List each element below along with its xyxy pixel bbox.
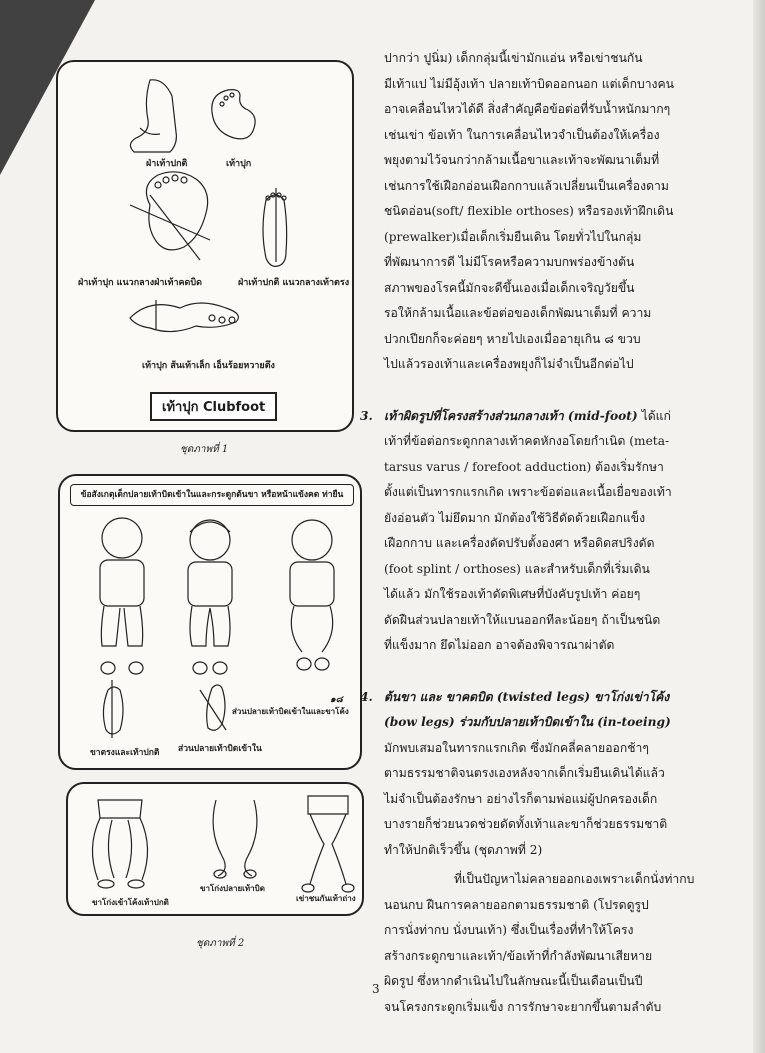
intro-line: ที่พัฒนาการดี ไม่มีโรคหรือความบกพร่องข้างต้น [384,255,635,269]
list-line: (foot splint / orthoses) และสำหรับเด็กที่เริ่มเดิน [384,561,650,576]
list-line: ทำให้ปกติเร็วขึ้น (ชุดภาพที่ 2) [384,842,543,857]
label-normal-midline: ฝ่าเท้าปกติ แนวกลางเท้าตรง [238,278,350,288]
intro-line: มีเท้าแป ไม่มีอุ้งเท้า ปลายเท้าบิดออกนอก แต่เด็กบางคน [384,76,674,91]
label-clubfoot-midline: ฝ่าเท้าปุก แนวกลางฝ่าเท้าคดบิด [78,278,202,288]
list-line: tarsus varus / forefoot adduction) ต้องเริ่มรักษา [384,459,664,474]
list-line: เท้าที่ข้อต่อกระดูกกลางเท้าคดหักงอโดยกำเนิด (meta- [384,434,670,448]
list-line: ตามธรรมชาติจนตรงเองหลังจากเด็กเริ่มยืนเดินได้แล้ว [384,766,665,780]
closing-line: สร้างกระดูกขาและเท้า/ข้อเท้าที่กำลังพัฒนาเสียหาย [384,948,653,963]
intro-line: เช่นเข่า ข้อเท้า ในการเคลื่อนไหวจำเป็นต้องให้เครื่อง [384,127,660,142]
label-toe-in: ส่วนปลายเท้าบิดเข้าใน [178,744,262,754]
closing-paragraph [384,867,695,1020]
intro-line: ปากว่า ปูนิ่ม) เด็กกลุ่มนี้เข่ามักแอ่น หรือเข่าชนกัน [384,51,643,65]
list-line: ตั้งแต่เป็นทารกแรกเกิด เพราะข้อต่อและเนื้อเยื่อของเท้า [384,485,672,499]
list-heading: เท้าผิดรูปที่โครงสร้างส่วนกลางเท้า (mid-foot) [384,408,638,423]
intro-line: ปวกเปียกก็จะค่อยๆ หายไปเองเมื่ออายุเกิน ๘ ขวบ [384,331,641,346]
label-clubfoot: เท้าปุก [226,159,252,169]
list-line: ได้แก่ [641,408,671,423]
list-line: ได้แล้ว มักใช้รองเท้าดัดพิเศษที่บังคับรูปเท้า ค่อยๆ [384,587,641,601]
list-line: ไม่จำเป็นต้องรักษา อย่างไรก็ตามพ่อแม่ผู้ปกครองเด็ก [384,791,658,806]
bowleg-illustration [92,800,147,888]
list-number: 4. [360,689,373,704]
figure2-tag: ข้อสังเกตุเด็กปลายเท้าบิดเข้าในและกระดูกต้นขา หรือหน้าแข้งคด ท่ายืน [70,484,354,506]
label-clubfoot-heel: เท้าปุก ส้นเท้าเล็ก เอ็นร้อยหวายตึง [142,361,275,371]
closing-line: การนั่งท่ากบ นั่งบนเท้า) ซึ่งเป็นเรื่องที่ทำให้โครง [384,923,634,937]
body-text [360,46,695,1020]
intro-paragraph [384,46,682,378]
label-toe-twist: ขาโก่งปลายเท้าบิด [200,884,265,893]
list-heading: (bow legs) ร่วมกับปลายเท้าบิดเข้าใน (in-toeing) [384,715,671,729]
intro-line: เช่นการใช้เฝือกอ่อนเฝือกกาบแล้วเปลี่ยนเป็นเครื่องดาม [384,178,669,193]
intro-line: (prewalker)เมื่อเด็กเริ่มยืนเดิน โดยทั่วไปในกลุ่ม [384,229,642,244]
intro-line: พยุงตามไว้จนกว่ากล้ามเนื้อขาและเท้าจะพัฒนาเต็มที่ [384,153,660,167]
figure1-caption: ชุดภาพที่ 1 [180,444,229,455]
list-heading-line [384,404,682,430]
knock-knee-illustration [302,796,354,892]
label-toe-in-right: ส่วนปลายเท้าบิดเข้าในและขาโค้ง [232,707,349,716]
list-line: เฝือกกาบ และเครื่องดัดปรับตั้งองศา หรือดิดสปริงดัด [384,536,655,550]
page-number: 3 [372,982,380,996]
label-straight-normal: ขาตรงและเท้าปกติ [90,748,160,758]
list-item-3 [360,404,682,659]
list-number: 3. [360,408,373,423]
list-line: ดัดฝืนส่วนปลายเท้าให้แบนออกทีละน้อยๆ ถ้าเป็นชนิด [384,612,661,627]
list-item-4 [360,685,682,864]
list-line: ที่แข็งมาก ยึดไม่ออก อาจต้องพิจารณาผ่าตัด [384,638,615,652]
intro-line: ไปแล้วรองเท้าและเครื่องพยุงก็ไม่จำเป็นอีกต่อไป [384,357,634,371]
toe-twist-illustration [213,800,257,878]
list-heading: ต้นขา และ ขาคดบิด (twisted legs) ขาโก่งเข่าโค้ง [384,689,670,704]
intro-line: ชนิดอ่อน(soft/ flexible orthoses) หรือรองเท้าฝึกเดิน [384,204,674,218]
figure2-caption: ชุดภาพที่ 2 [196,938,245,949]
label-mark: ๑๘ [330,695,343,705]
closing-line: จนโครงกระดูกเริ่มแข็ง การรักษาจะยากขึ้นตามลำดับ [384,999,662,1014]
list-line: มักพบเสมอในทารกแรกเกิด ซึ่งมักคลี่คลายออกช้าๆ [384,740,649,755]
list-line: บางรายก็ช่วยนวดช่วยดัดทั้งเท้าและขาก็ช่วยธรรมชาติ [384,817,668,831]
closing-line: ที่เป็นปัญหาไม่คลายออกเองเพราะเด็กนั่งท่ากบ [454,872,695,886]
intro-line: รอให้กล้ามเนื้อและข้อต่อของเด็กพัฒนาเต็มที่ ความ [384,306,652,320]
intro-line: สภาพของโรคนี้มักจะดีขึ้นเองเมื่อเด็กเจริญวัยขึ้น [384,280,635,295]
list-line: ยังอ่อนตัว ไม่ยึดมาก มักต้องใช้วิธีดัดด้วยเฝือกแข็ง [384,510,646,525]
closing-line: ผิดรูป ซึ่งหากดำเนินไปในลักษณะนี้เป็นเดือนเป็นปี [384,974,643,988]
closing-line: นอนกบ ฝืนการคลายออกตามธรรมชาติ (โปรดดูรูป [384,897,649,912]
figure1-title: เท้าปุก Clubfoot [150,392,277,421]
label-bowleg: ขาโก่งเข้าโค้งเท้าปกติ [92,898,169,907]
label-knock-knee: เข่าชนกันเท้าถ่าง [296,894,356,903]
label-normal-foot: ฝ่าเท้าปกติ [146,159,188,169]
intro-line: อาจเคลื่อนไหวได้ดี สิ่งสำคัญคือข้อต่อที่รับน้ำหนักมากๆ [384,102,671,116]
